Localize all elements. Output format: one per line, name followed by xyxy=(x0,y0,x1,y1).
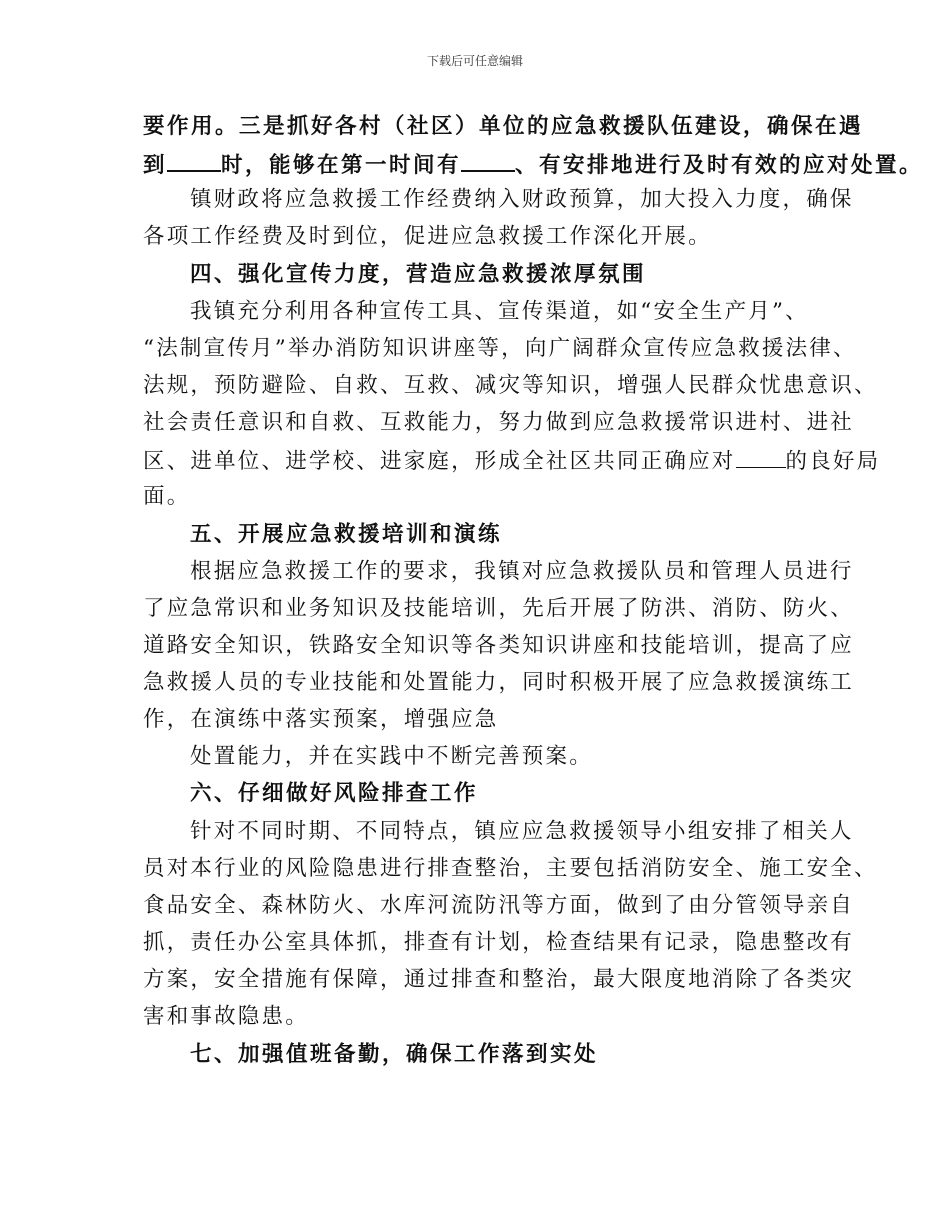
body-line: 根据应急救援工作的要求，我镇对应急救援队员和管理人员进行 xyxy=(190,559,854,584)
body-line xyxy=(143,148,923,181)
body-line: 针对不同时期、不同特点，镇应应急救援领导小组安排了相关人 xyxy=(190,819,854,844)
body-text: 区、进单位、进学校、进家庭，形成全社区共同正确应对 xyxy=(143,449,736,474)
body-text: 的良好局 xyxy=(785,449,881,474)
fill-in-blank xyxy=(736,445,786,468)
body-line: 要作用。三是抓好各村（社区）单位的应急救援队伍建设，确保在遇 xyxy=(143,114,864,139)
section-heading: 四、强化宣传力度，营造应急救援浓厚氛围 xyxy=(190,262,647,287)
body-line: 面。 xyxy=(143,484,191,509)
page-header: 下载后可任意编辑 xyxy=(426,54,523,68)
section-heading: 五、开展应急救援培训和演练 xyxy=(190,522,503,547)
body-line: 员对本行业的风险隐患进行排查整治，主要包括消防安全、施工安全、 xyxy=(143,856,878,881)
body-line: 道路安全知识，铁路安全知识等各类知识讲座和技能培训，提高了应 xyxy=(143,633,855,658)
body-line: 法规，预防避险、自救、互救、减灾等知识，增强人民群众忧患意识、 xyxy=(143,373,878,398)
body-line: 处置能力，并在实践中不断完善预案。 xyxy=(190,744,593,769)
body-line: 抓，责任办公室具体抓，排查有计划，检查结果有记录，隐患整改有 xyxy=(143,930,855,955)
body-line: 急救援人员的专业技能和处置能力，同时积极开展了应急救援演练工 xyxy=(143,670,855,695)
body-line: 各项工作经费及时到位，促进应急救援工作深化开展。 xyxy=(143,224,712,249)
body-text: 到 xyxy=(143,153,168,178)
body-line: 社会责任意识和自救、互救能力，努力做到应急救援常识进村、进社 xyxy=(143,410,855,435)
body-line: “法制宣传月”举办消防知识讲座等，向广阔群众宣传应急救援法律、 xyxy=(143,336,857,361)
body-text: 时，能够在第一时间有 xyxy=(221,153,462,178)
section-heading: 六、仔细做好风险排查工作 xyxy=(190,781,479,806)
body-line: 食品安全、森林防火、水库河流防汛等方面，做到了由分管领导亲自 xyxy=(143,893,855,918)
body-text: 、有安排地进行及时有效的应对处置。 xyxy=(515,153,924,178)
body-line: 了应急常识和业务知识及技能培训，先后开展了防洪、消防、防火、 xyxy=(143,596,855,621)
body-line: 害和事故隐患。 xyxy=(143,1004,309,1029)
body-line: 镇财政将应急救援工作经费纳入财政预算，加大投入力度，确保 xyxy=(190,187,854,212)
body-line xyxy=(143,445,880,477)
body-line: 作，在演练中落实预案，增强应急 xyxy=(143,707,499,732)
fill-in-blank xyxy=(461,148,515,172)
fill-in-blank xyxy=(167,148,221,172)
body-line: 方案，安全措施有保障，通过排查和整治，最大限度地消除了各类灾 xyxy=(143,967,855,992)
section-heading: 七、加强值班备勤，确保工作落到实处 xyxy=(190,1042,599,1067)
body-line: 我镇充分利用各种宣传工具、宣传渠道，如“安全生产月”、 xyxy=(190,299,809,324)
